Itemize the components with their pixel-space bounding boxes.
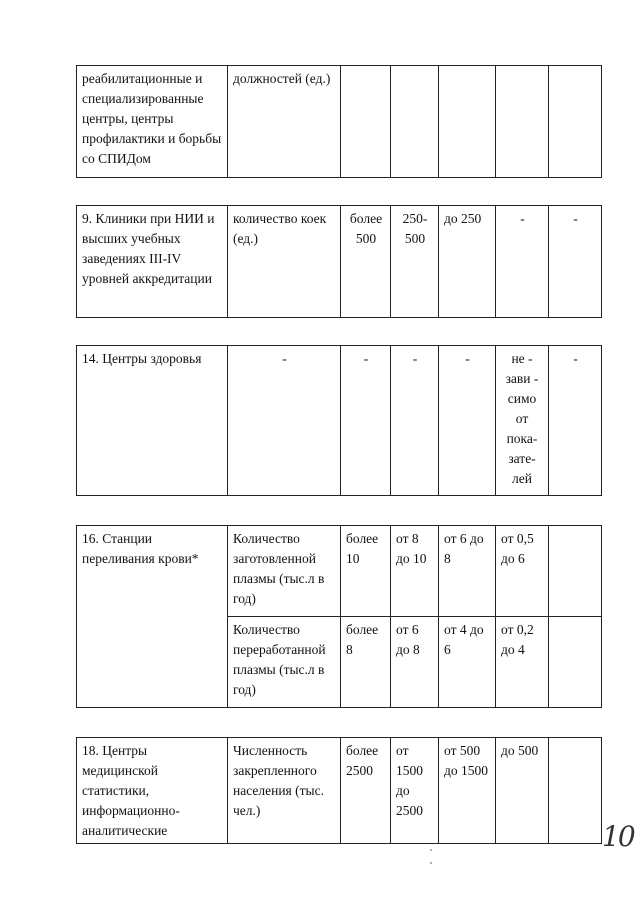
indicator-cell: Численность закрепленного населения (тыс. чел.)	[228, 738, 341, 844]
value-cell: не - зави - симо от пока- зате- лей	[496, 346, 549, 496]
value-cell: -	[496, 206, 549, 318]
institution-name: 16. Станции переливания крови*	[77, 526, 228, 708]
value-cell	[496, 66, 549, 178]
value-cell: от 4 до 6	[439, 617, 496, 708]
value-cell: более 500	[341, 206, 391, 318]
value-cell	[439, 66, 496, 178]
value-cell: -	[341, 346, 391, 496]
value-cell	[549, 617, 602, 708]
table-health-centers	[76, 345, 602, 496]
value-cell: более 8	[341, 617, 391, 708]
value-cell: до 500	[496, 738, 549, 844]
institution-name: реабилитационные и специализированные центры, центры профилактики и борьбы со СПИДом	[77, 66, 228, 178]
table-statistics-centers	[76, 737, 602, 844]
scan-speck	[430, 862, 432, 864]
value-cell: от 0,2 до 4	[496, 617, 549, 708]
table-rehab-centers	[76, 65, 602, 178]
value-cell: 250-500	[391, 206, 439, 318]
value-cell: до 250	[439, 206, 496, 318]
value-cell: от 6 до 8	[391, 617, 439, 708]
value-cell: от 0,5 до 6	[496, 526, 549, 617]
institution-name: 18. Центры медицинской статистики, информационно-аналитические	[77, 738, 228, 844]
value-cell: -	[439, 346, 496, 496]
indicator-cell: -	[228, 346, 341, 496]
table-blood-stations	[76, 525, 602, 708]
value-cell: от 8 до 10	[391, 526, 439, 617]
value-cell	[549, 66, 602, 178]
value-cell: -	[549, 346, 602, 496]
value-cell	[341, 66, 391, 178]
table-clinics	[76, 205, 602, 318]
institution-name: 14. Центры здоровья	[77, 346, 228, 496]
value-cell: от 500 до 1500	[439, 738, 496, 844]
value-cell	[549, 738, 602, 844]
handwritten-page-number: 10	[602, 820, 634, 853]
value-cell: более 10	[341, 526, 391, 617]
value-cell	[549, 526, 602, 617]
indicator-cell: должностей (ед.)	[228, 66, 341, 178]
indicator-cell: Количество заготовленной плазмы (тыс.л в год)	[228, 526, 341, 617]
institution-name: 9. Клиники при НИИ и высших учебных заведениях III-IV уровней аккредитации	[77, 206, 228, 318]
value-cell: от 1500 до 2500	[391, 738, 439, 844]
value-cell: -	[391, 346, 439, 496]
value-cell: -	[549, 206, 602, 318]
value-cell: более 2500	[341, 738, 391, 844]
value-cell: от 6 до 8	[439, 526, 496, 617]
value-cell	[391, 66, 439, 178]
indicator-cell: Количество переработанной плазмы (тыс.л в год)	[228, 617, 341, 708]
indicator-cell: количество коек (ед.)	[228, 206, 341, 318]
scan-speck	[430, 849, 432, 851]
